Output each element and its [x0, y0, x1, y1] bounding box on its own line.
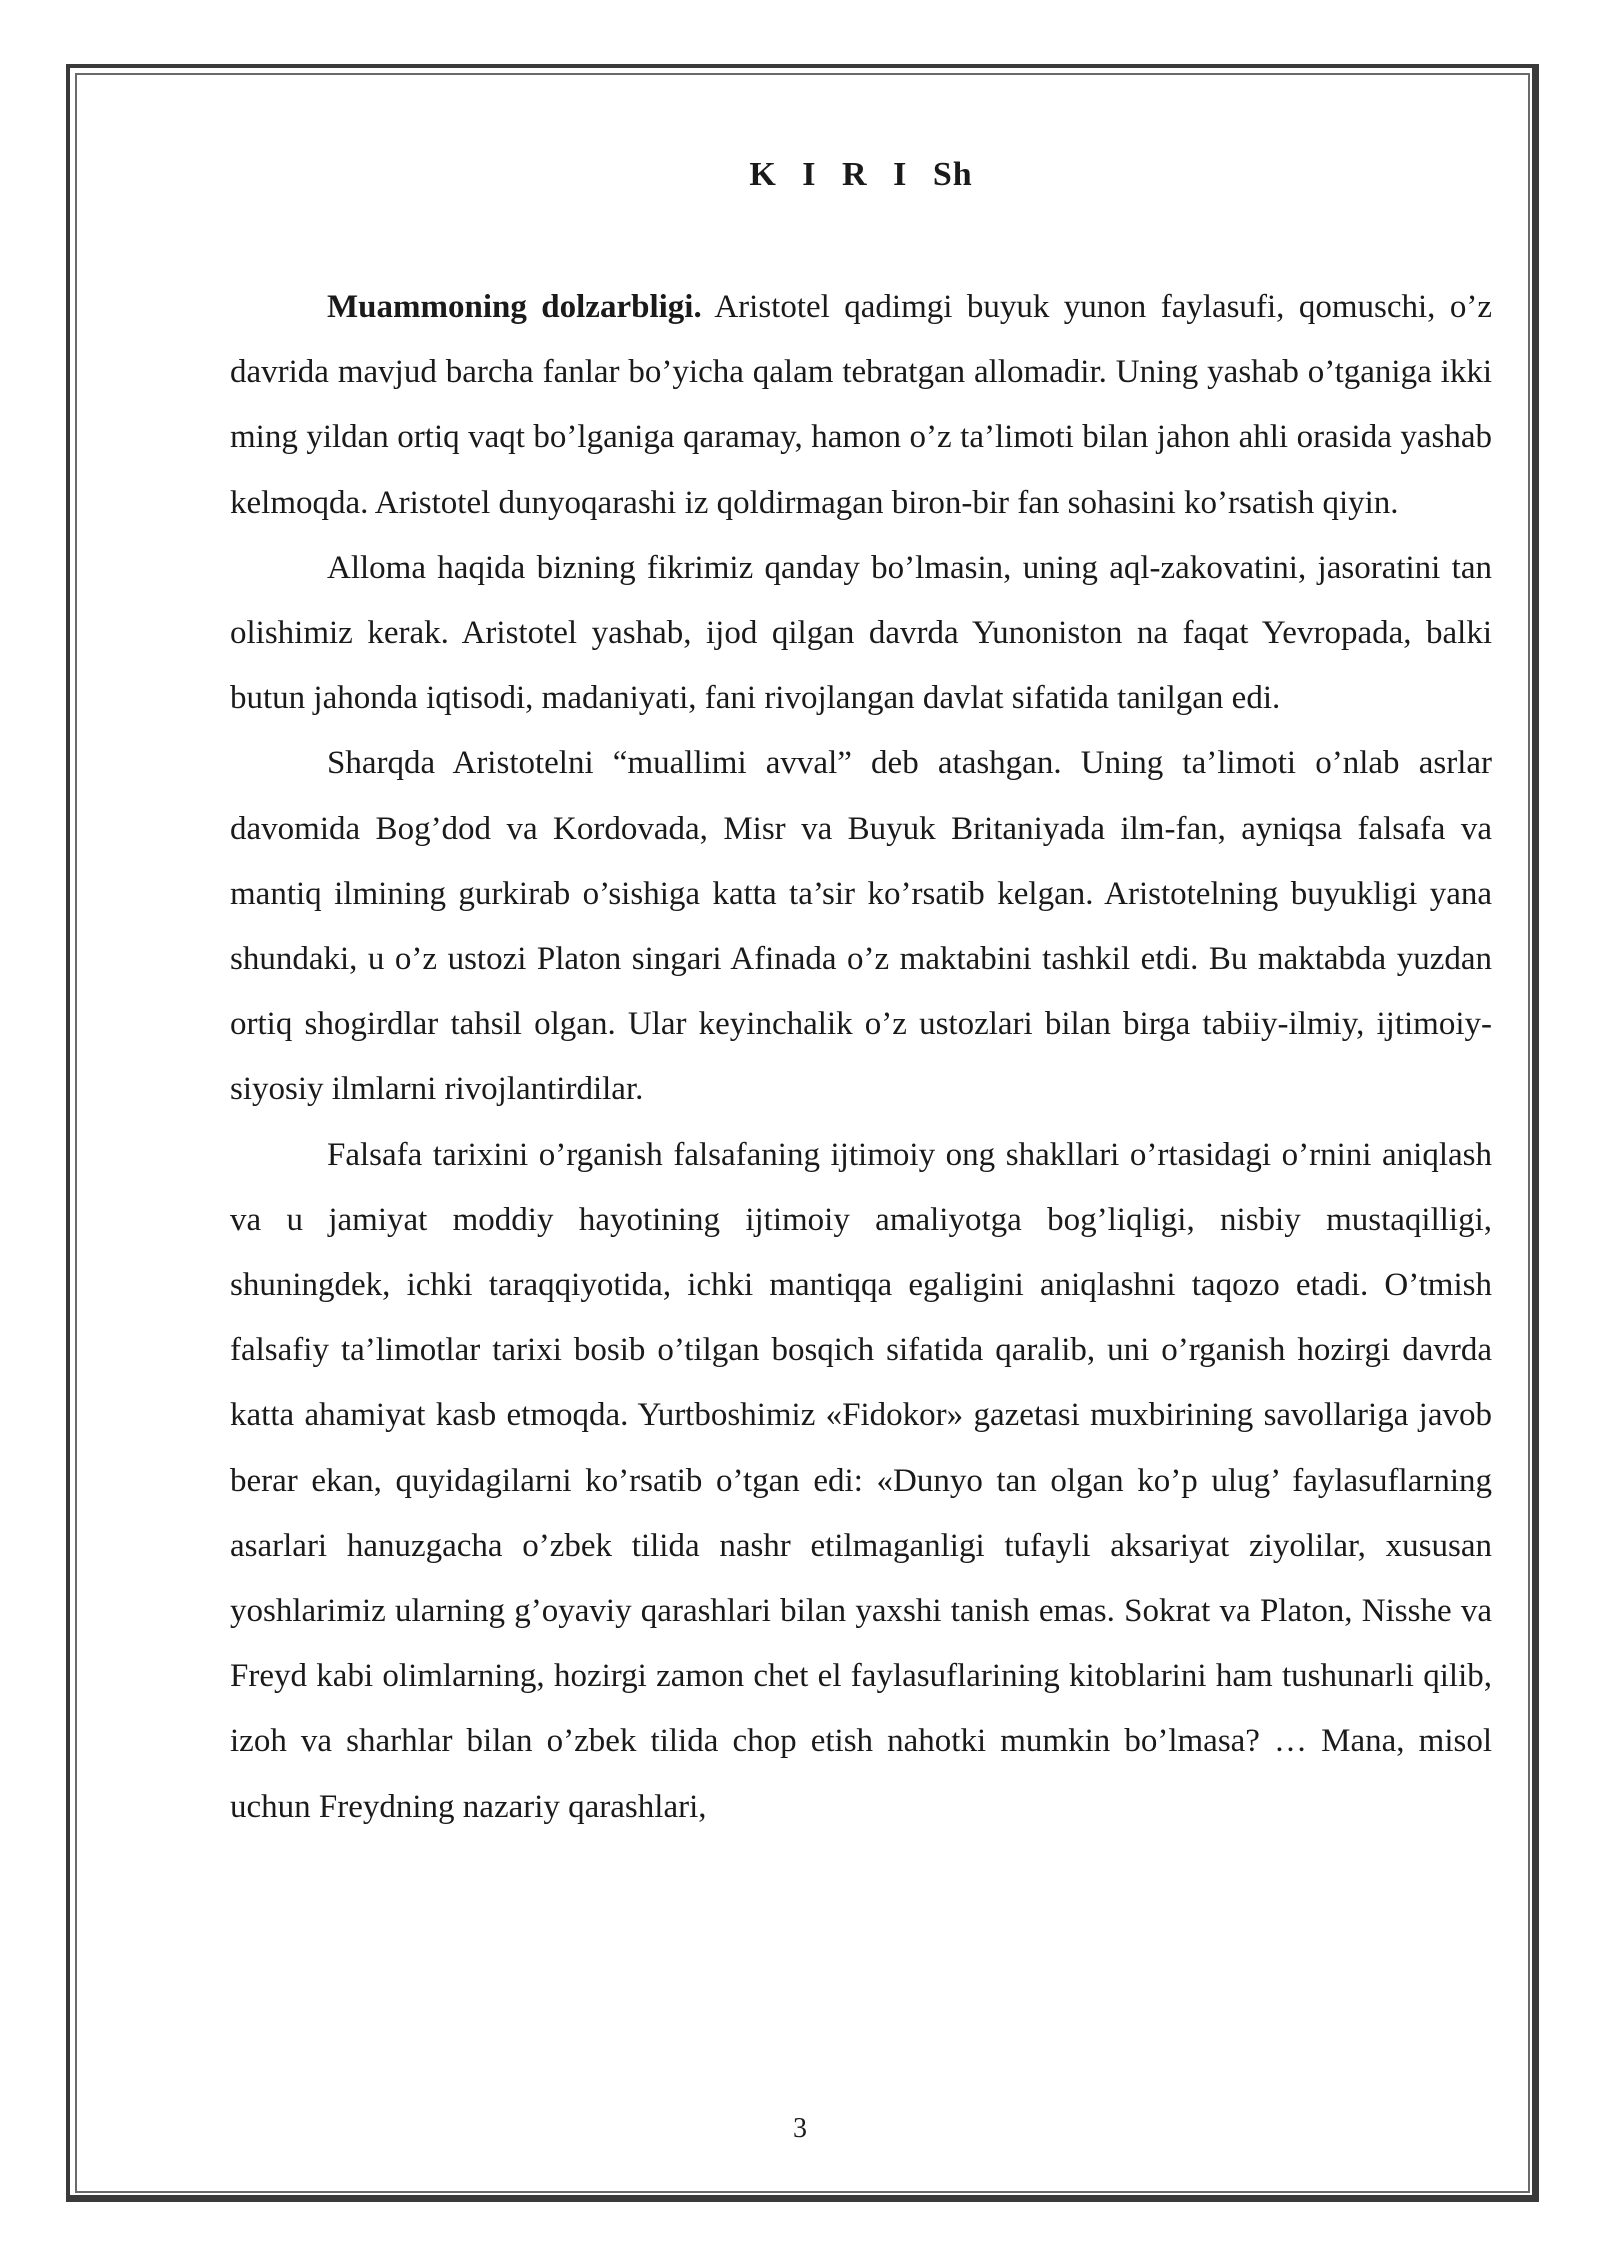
- paragraph-2: Alloma haqida bizning fikrimiz qanday bo’lmasin, uning aql-zakovatini, jasoratini tan olishimiz kerak. Aristotel yashab, ijod qilgan davrda Yunoniston na faqat Yevropada, balki butun jahonda iqtisodi, madaniyati, fani rivojlangan davlat sifatida tanilgan edi.: [230, 549, 1492, 717]
- page-title: K I R I Sh: [749, 156, 973, 193]
- paragraph-1-lead: Muammoning dolzarbligi.: [327, 289, 702, 325]
- paragraph-1: [230, 275, 1492, 536]
- paragraph-1-text: Aristotel qadimgi buyuk yunon faylasufi, qomuschi, o’z davrida mavjud barcha fanlar bo’yicha qalam tebratgan allomadir. Uning yashab o’tganiga ikki ming yildan ortiq vaqt bo’lganiga qaramay, hamon o’z ta’limoti bilan jahon ahli orasida yashab kelmoqda. Aristotel dunyoqarashi iz qoldirmagan biron-bir fan sohasini ko’rsatish qiyin.: [230, 289, 1492, 521]
- paragraph-3: Sharqda Aristotelni “muallimi avval” deb atashgan. Uning ta’limoti o’nlab asrlar davomida Bog’dod va Kordovada, Misr va Buyuk Britaniyada ilm-fan, ayniqsa falsafa va mantiq ilmining gurkirab o’sishiga katta ta’sir ko’rsatib kelgan. Aristotelning buyukligi yana shundaki, u o’z ustozi Platon singari Afinada o’z maktabini tashkil etdi. Bu maktabda yuzdan ortiq shogirdlar tahsil olgan. Ular keyinchalik o’z ustozlari bilan birga tabiiy-ilmiy, ijtimoiy-siyosiy ilmlarni rivojlantirdilar.: [230, 745, 1492, 1108]
- page-content: [230, 145, 1492, 1840]
- page-number: 3: [793, 2113, 807, 2144]
- paragraph-4: Falsafa tarixini o’rganish falsafaning ijtimoiy ong shakllari o’rtasidagi o’rnini aniqlash va u jamiyat moddiy hayotining ijtimoiy amaliyotga bog’liqligi, nisbiy mustaqilligi, shuningdek, ichki taraqqiyotida, ichki mantiqqa egaligini aniqlashni taqozo etadi. O’tmish falsafiy ta’limotlar tarixi bosib o’tilgan bosqich sifatida qaralib, uni o’rganish hozirgi davrda katta ahamiyat kasb etmoqda. Yurtboshimiz «Fidokor» gazetasi muxbirining savollariga javob berar ekan, quyidagilarni ko’rsatib o’tgan edi: «Dunyo tan olgan ko’p ulug’ faylasuflarning asarlari hanuzgacha o’zbek tilida nashr etilmaganligi tufayli aksariyat ziyolilar, xususan yoshlarimiz ularning g’oyaviy qarashlari bilan yaxshi tanish emas. Sokrat va Platon, Nisshe va Freyd kabi olimlarning, hozirgi zamon chet el faylasuflarining kitoblarini ham tushunarli qilib, izoh va sharhlar bilan o’zbek tilida chop etish nahotki mumkin bo’lmasa? … Mana, misol uchun Freydning nazariy qarashlari,: [230, 1136, 1492, 1825]
